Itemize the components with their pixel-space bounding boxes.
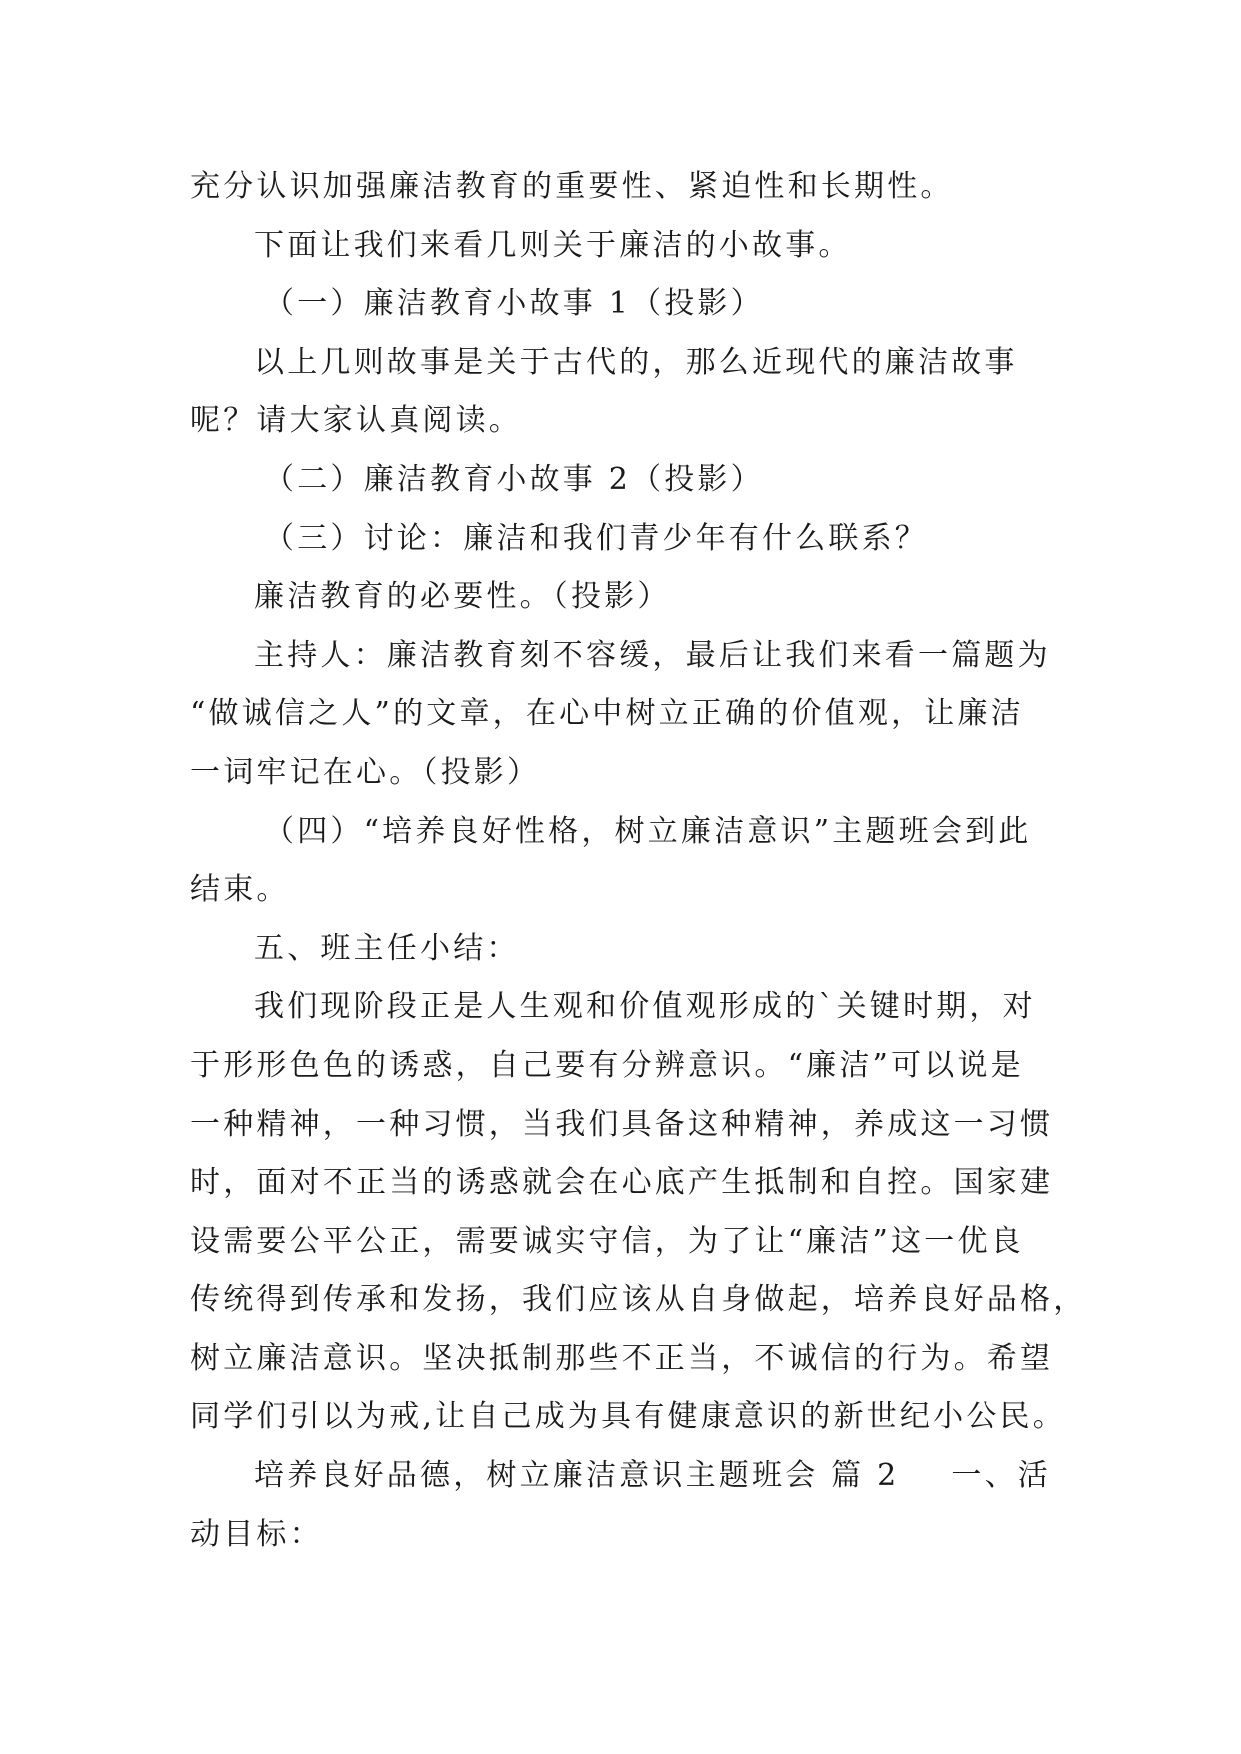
- paragraph-line: 树立廉洁意识。坚决抵制那些不正当，不诚信的行为。希望: [190, 1340, 1054, 1376]
- paragraph-line: 动目标：: [190, 1516, 323, 1552]
- paragraph-line: 我们现阶段正是人生观和价值观形成的`关键时期，对: [254, 989, 1036, 1025]
- article-title: 培养良好品德，树立廉洁意识主题班会: [254, 1458, 819, 1494]
- paragraph-line: 一种精神，一种习惯，当我们具备这种精神，养成这一习惯: [190, 1106, 1054, 1142]
- story-heading-2: （二）廉洁教育小故事 2（投影）: [264, 461, 764, 497]
- paragraph-line: 时，面对不正当的诱惑就会在心底产生抵制和自控。国家建: [190, 1165, 1054, 1201]
- paragraph-line: 下面让我们来看几则关于廉洁的小故事。: [254, 227, 852, 263]
- paragraph-line: 结束。: [190, 872, 290, 908]
- document-body: [190, 158, 1087, 1564]
- section-start: 一、活: [951, 1458, 1051, 1494]
- paragraph-line: 廉洁教育的必要性。（投影）: [254, 579, 671, 615]
- paragraph-line: 以上几则故事是关于古代的，那么近现代的廉洁故事: [254, 344, 1018, 380]
- paragraph-line: 传统得到传承和发扬，我们应该从自身做起，培养良好品格，: [190, 1282, 1087, 1318]
- closing-heading: （四）“培养良好性格，树立廉洁意识”主题班会到此: [264, 813, 1032, 849]
- paragraph-line: 一词牢记在心。（投影）: [190, 754, 541, 790]
- section-heading: 五、班主任小结：: [254, 930, 520, 966]
- paragraph-line: 呢？请大家认真阅读。: [190, 403, 522, 439]
- paragraph-line: 于形形色色的诱惑，自己要有分辨意识。“廉洁”可以说是: [190, 1047, 1024, 1083]
- paragraph-line: “做诚信之人”的文章，在心中树立正确的价值观，让廉洁: [190, 696, 1024, 732]
- story-heading-1: （一）廉洁教育小故事 1（投影）: [264, 286, 764, 322]
- article-part: 篇 2: [831, 1458, 900, 1494]
- paragraph-line: 充分认识加强廉洁教育的重要性、紧迫性和长期性。: [190, 169, 954, 204]
- discussion-heading: （三）讨论：廉洁和我们青少年有什么联系？: [264, 520, 928, 556]
- article-title-line: [190, 1447, 1050, 1506]
- paragraph-line: 同学们引以为戒,让自己成为具有健康意识的新世纪小公民。: [190, 1399, 1066, 1435]
- paragraph-line: 主持人：廉洁教育刻不容缓，最后让我们来看一篇题为: [254, 637, 1051, 673]
- paragraph-line: 设需要公平公正，需要诚实守信，为了让“廉洁”这一优良: [190, 1223, 1024, 1259]
